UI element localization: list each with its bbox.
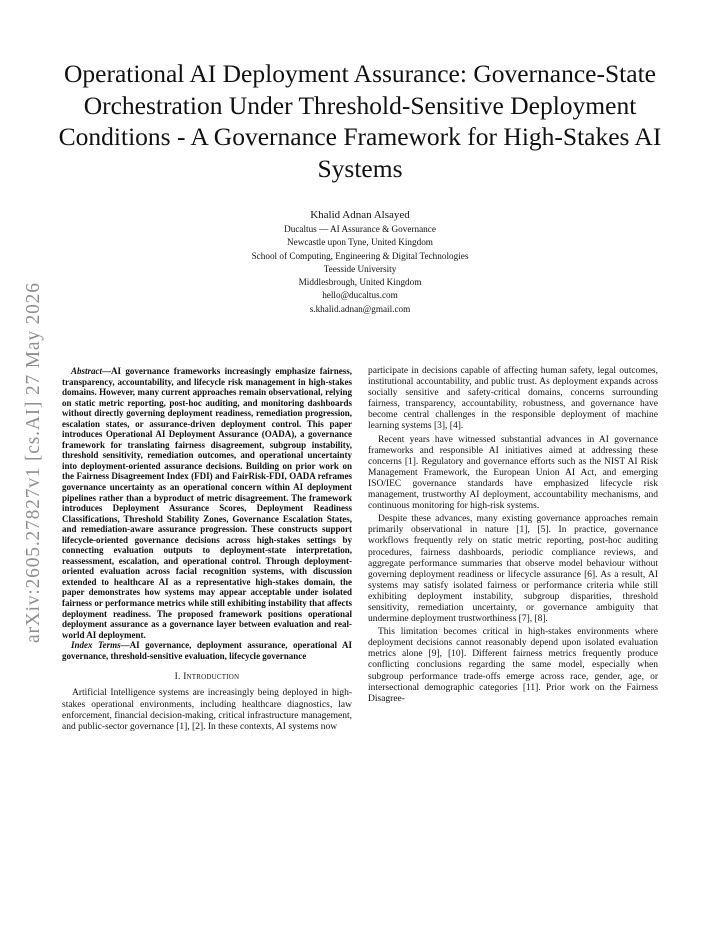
abstract-label: Abstract <box>71 366 103 376</box>
author-block <box>100 208 620 316</box>
body-paragraph: participate in decisions capable of affecting human safety, legal outcomes, institutional accountability, and public trust. As deployment expands across socially sensitive and safety-critical domains, concerns surrounding fairness, transparency, accountability, robustness, and governance have become central challenges in the responsible deployment of machine learning systems [3], [4]. <box>368 366 658 432</box>
left-column <box>62 366 352 733</box>
body-paragraph: Recent years have witnessed substantial advances in AI governance frameworks and responsible AI initiatives aimed at addressing these concerns [1]. Regulatory and governance efforts such as the NIST AI Risk Management Framework, the European Union AI Act, and emerging ISO/IEC governance standards have emphasized lifecycle risk management, trustworthy AI deployment, accountability mechanisms, and continuous monitoring for high-risk systems. <box>368 434 658 512</box>
affiliation-line: School of Computing, Engineering & Digital Technologies <box>251 250 469 261</box>
section-heading <box>62 672 352 683</box>
body-paragraph: Despite these advances, many existing governance approaches remain primarily observational in nature [1], [5]. In practice, governance workflows frequently rely on static metric reporting, post-hoc auditing procedures, fairness dashboards, periodic compliance reviews, and aggregate performance summaries that observe model behaviour without governing deployment readiness or lifecycle assurance [6]. As a result, AI systems may satisfy isolated fairness or performance criteria while still exhibiting deployment instability, subgroup disparities, threshold sensitivity, remediation uncertainty, or governance ambiguity that undermine deployment trustworthiness [7], [8]. <box>368 514 658 625</box>
section-title: Introduction <box>183 672 240 683</box>
author-name: Khalid Adnan Alsayed <box>310 209 410 221</box>
arxiv-identifier: arXiv:2605.27827v1 [cs.AI] 27 May 2026 <box>23 282 44 643</box>
index-terms <box>62 640 352 661</box>
affiliation-line: Teesside University <box>323 263 397 274</box>
body-paragraph: This limitation becomes critical in high-stakes environments where deployment decisions cannot reasonably depend upon isolated evaluation metrics alone [9], [10]. Different fairness metrics frequently produce conflicting conclusions regarding the same model, especially when subgroup performance trade-offs emerge across race, gender, age, or intersectional demographic categories [11]. Prior work on the Fairness Disagree- <box>368 627 658 704</box>
affiliation-line: Middlesbrough, United Kingdom <box>298 277 422 288</box>
index-terms-text: —AI governance, deployment assurance, operational AI governance, threshold-sensitive evaluation, lifecycle governance <box>62 640 352 661</box>
affiliation-line: Ducaltus — AI Assurance & Governance <box>284 224 436 234</box>
section-number: I. <box>174 672 184 683</box>
abstract <box>62 366 352 640</box>
abstract-text: —AI governance frameworks increasingly emphasize fairness, transparency, accountability, and lifecycle risk management in high-stakes domains. However, many current approaches remain observational, relying on static metric reporting, post-hoc auditing, and monitoring dashboards without directly governing deployment readiness, remediation progression, escalation states, or assurance-driven deployment control. This paper introduces Operational AI Deployment Assurance (OADA), a governance framework for translating fairness disagreement, subgroup instability, threshold sensitivity, remediation outcomes, and operational uncertainty into deployment-oriented assurance decisions. Building on prior work on the Fairness Disagreement Index (FDI) and FairRisk-FDI, OADA reframes governance uncertainty as an operational concern within AI deployment pipelines rather than a byproduct of metric disagreement. The framework introduces Deployment Assurance Scores, Deployment Readiness Classifications, Threshold Stability Zones, Governance Escalation States, and remediation-aware assurance progression. These constructs support lifecycle-oriented governance decisions across high-stakes settings by connecting evaluation outputs to deployment-state interpretation, reassessment, escalation, and operational control. Through deployment-oriented evaluation across facial recognition systems, with discussion extended to healthcare AI as a representative high-stakes domain, the paper demonstrates how systems may appear acceptable under isolated fairness or performance metrics while still exhibiting instability that affects deployment readiness. The proposed framework positions operational deployment assurance as a governance layer between evaluation and real-world AI deployment. <box>62 366 352 640</box>
paper-title: Operational AI Deployment Assurance: Governance-State Orchestration Under Threshold-Sensitive Deployment Conditions - A Governance Framework for High-Stakes AI Systems <box>58 59 662 183</box>
author-email[interactable]: s.khalid.adnan@gmail.com <box>309 303 411 314</box>
author-email[interactable]: hello@ducaltus.com <box>322 290 398 301</box>
affiliation-line: Newcastle upon Tyne, United Kingdom <box>287 237 433 248</box>
index-terms-label: Index Terms <box>71 640 121 651</box>
body-paragraph: Artificial Intelligence systems are increasingly being deployed in high-stakes operational environments, including healthcare diagnostics, law enforcement, financial decision-making, critical infrastructure management, and public-sector governance [1], [2]. In these contexts, AI systems now <box>62 688 352 732</box>
right-column <box>368 366 658 705</box>
